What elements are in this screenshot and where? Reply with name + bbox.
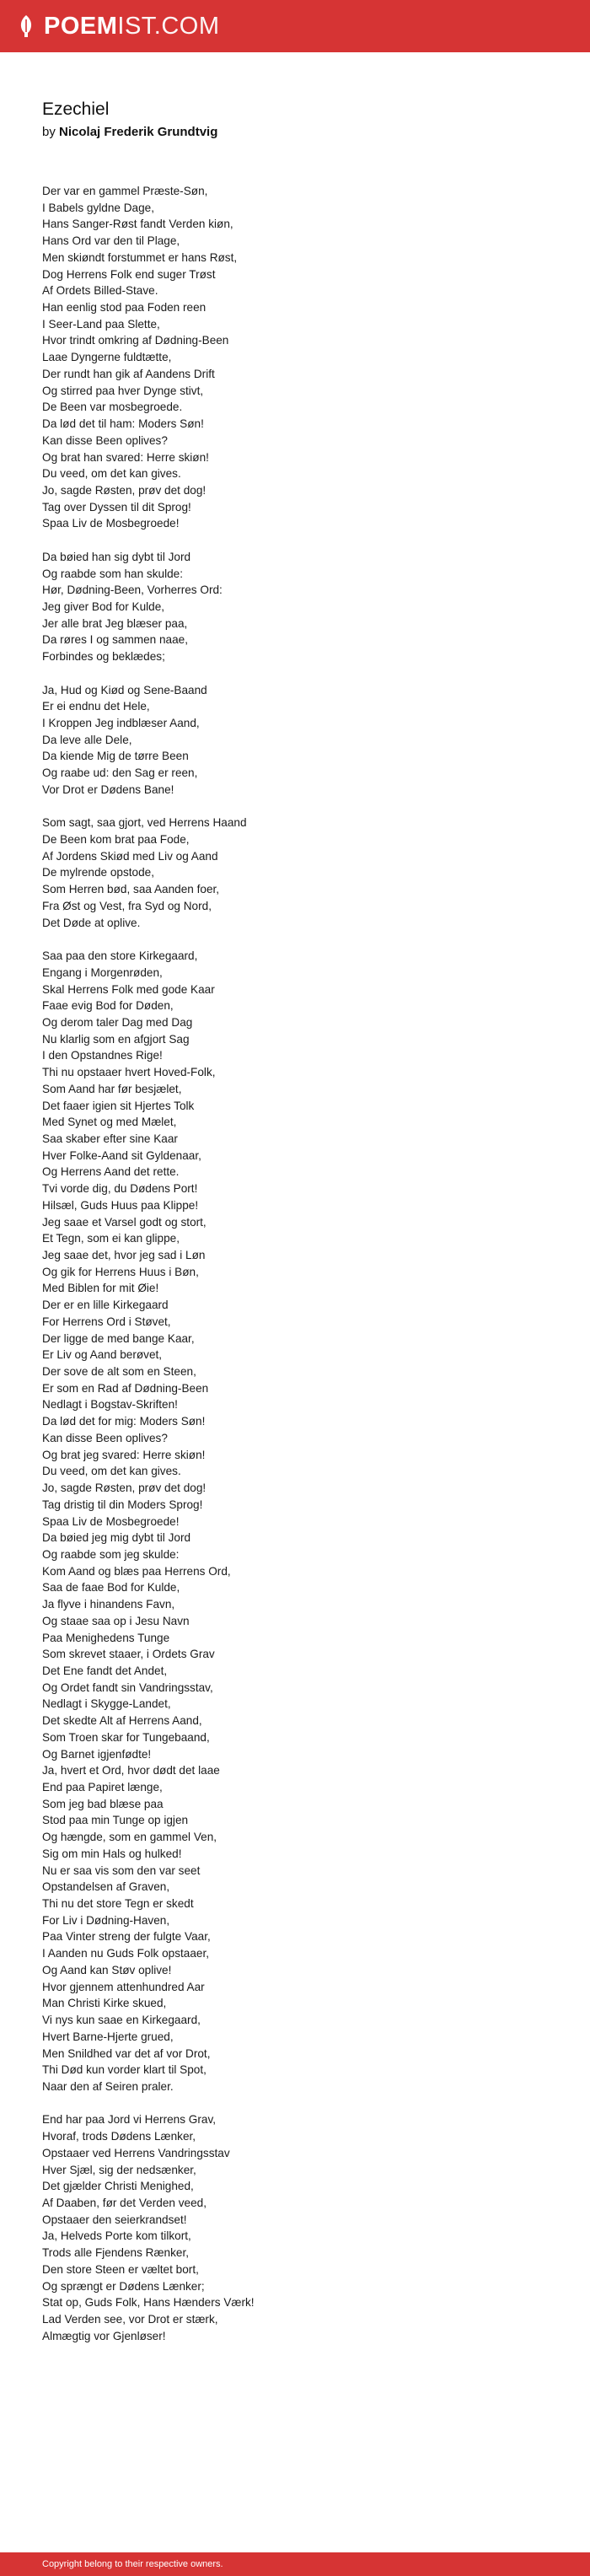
poem-line: Og hængde, som en gammel Ven, — [42, 1831, 217, 1844]
poem-line: Lad Verden see, vor Drot er stærk, — [42, 2313, 218, 2326]
poem-line: Spaa Liv de Mosbegroede! — [42, 1514, 180, 1528]
poem-line: De mylrende opstode, — [42, 866, 154, 879]
poem-line: De Been kom brat paa Fode, — [42, 833, 190, 847]
poem-line: Naar den af Seiren praler. — [42, 2079, 174, 2093]
poem-line: Hver Folke-Aand sit Gyldenaar, — [42, 1148, 201, 1162]
poem-line: Da lød det for mig: Moders Søn! — [42, 1415, 206, 1428]
poem-title: Ezechiel — [42, 99, 110, 119]
poem-line: Og brat jeg svared: Herre skiøn! — [42, 1448, 206, 1461]
poem-line: Hver Sjæl, sig der nedsænker, — [42, 2163, 196, 2176]
poem-line: Opstaaer den seierkrandset! — [42, 2213, 187, 2226]
poem-line: Saa de faae Bod for Kulde, — [42, 1581, 180, 1595]
poem-line: Ja, Hud og Kiød og Sene-Baand — [42, 683, 207, 696]
poem-stanza — [42, 2111, 565, 2344]
top-header-bar — [0, 0, 590, 52]
poem-stanza — [42, 682, 565, 799]
poem-line: Det skedte Alt af Herrens Aand, — [42, 1714, 202, 1728]
poem-line: Hvoraf, trods Dødens Lænker, — [42, 2130, 196, 2143]
poem-line: Og brat han svared: Herre skiøn! — [42, 450, 209, 464]
poem-line: Der rundt han gik af Aandens Drift — [42, 367, 215, 380]
poem-line: Nu klarlig som en afgjort Sag — [42, 1032, 190, 1046]
poem-line: Skal Herrens Folk med gode Kaar — [42, 982, 215, 996]
poem-line: Ja, Helveds Porte kom tilkort, — [42, 2229, 191, 2243]
poem-line: Tag over Dyssen til dit Sprog! — [42, 500, 191, 514]
poem-line: Du veed, om det kan gives. — [42, 467, 181, 481]
poem-line: Saa paa den store Kirkegaard, — [42, 949, 198, 963]
poem-line: Jer alle brat Jeg blæser paa, — [42, 616, 188, 630]
poem-stanza — [42, 815, 565, 931]
poem-line: Thi nu opstaaer hvert Hoved-Folk, — [42, 1066, 216, 1079]
poem-line: Det gjælder Christi Menighed, — [42, 2180, 194, 2193]
poem-line: For Herrens Ord i Støvet, — [42, 1315, 171, 1328]
poem-line: Kan disse Been oplives? — [42, 1431, 168, 1444]
poem-stanza — [42, 183, 565, 532]
poem-line: I Aanden nu Guds Folk opstaaer, — [42, 1947, 209, 1960]
poem-line: Og derom taler Dag med Dag — [42, 1015, 193, 1029]
byline — [42, 125, 565, 139]
author-link[interactable]: Nicolaj Frederik Grundtvig — [59, 125, 218, 139]
poem-line: Opstandelsen af Graven, — [42, 1880, 170, 1894]
poem-line: Nedlagt i Bogstav-Skriften! — [42, 1398, 178, 1412]
poem-line: Dog Herrens Folk end suger Trøst — [42, 267, 216, 281]
poem-line: Tag dristig til din Moders Sprog! — [42, 1498, 203, 1511]
poem-line: I den Opstandnes Rige! — [42, 1049, 163, 1062]
poem-line: Jeg saae et Varsel godt og stort, — [42, 1215, 206, 1229]
poem-line: Da bøied han sig dybt til Jord — [42, 550, 191, 563]
poem-line: Da bøied jeg mig dybt til Jord — [42, 1531, 191, 1545]
poem-line: Og raabe ud: den Sag er reen, — [42, 766, 198, 780]
poem-line: Og Herrens Aand det rette. — [42, 1165, 180, 1179]
quill-icon — [17, 14, 35, 38]
poem-line: Da lød det til ham: Moders Søn! — [42, 417, 204, 431]
poem-line: Tvi vorde dig, du Dødens Port! — [42, 1182, 198, 1196]
poem-line: Paa Menighedens Tunge — [42, 1631, 170, 1644]
poem-line: Sig om min Hals og hulked! — [42, 1847, 182, 1860]
poem-line: Hvert Barne-Hjerte grued, — [42, 2030, 174, 2043]
poem-line: Ja, hvert et Ord, hvor dødt det laae — [42, 1764, 220, 1777]
poem-line: Og staae saa op i Jesu Navn — [42, 1614, 190, 1627]
poem-line: Den store Steen er væltet bort, — [42, 2262, 199, 2276]
poem-body — [42, 183, 565, 2344]
poem-line: Kom Aand og blæs paa Herrens Ord, — [42, 1564, 231, 1578]
poem-line: Nedlagt i Skygge-Landet, — [42, 1697, 171, 1711]
poem-container — [42, 99, 565, 2361]
poem-line: Med Biblen for mit Øie! — [42, 1282, 159, 1295]
poem-line: Der var en gammel Præste-Søn, — [42, 185, 208, 197]
poem-line: Det faaer igien sit Hjertes Tolk — [42, 1099, 195, 1112]
poem-line: Stat op, Guds Folk, Hans Hænders Værk! — [42, 2296, 255, 2310]
poem-stanza — [42, 948, 565, 2095]
poem-line: Han eenlig stod paa Foden reen — [42, 301, 206, 315]
poem-line: Jeg giver Bod for Kulde, — [42, 600, 165, 613]
poem-line: Engang i Morgenrøden, — [42, 965, 163, 979]
poem-line: Kan disse Been oplives? — [42, 433, 168, 447]
poem-line: Det Døde at oplive. — [42, 916, 141, 929]
poem-line: Thi nu det store Tegn er skedt — [42, 1897, 194, 1911]
poem-line: Paa Vinter streng der fulgte Vaar, — [42, 1930, 211, 1944]
poem-line: Og raabde som jeg skulde: — [42, 1547, 180, 1561]
copyright-text: Copyright belong to their respective owners. — [42, 2559, 223, 2569]
poem-line: Spaa Liv de Mosbegroede! — [42, 517, 180, 530]
poem-line: Faae evig Bod for Døden, — [42, 999, 174, 1013]
poem-line: Jo, sagde Røsten, prøv det dog! — [42, 483, 206, 497]
poem-line: Hans Ord var den til Plage, — [42, 234, 180, 248]
poem-line: Hilsæl, Guds Huus paa Klippe! — [42, 1198, 199, 1212]
poem-line: I Seer-Land paa Slette, — [42, 317, 160, 331]
poem-line: Opstaaer ved Herrens Vandringsstav — [42, 2146, 230, 2159]
poem-line: Thi Død kun vorder klart til Spot, — [42, 2063, 206, 2077]
poem-line: Da kiende Mig de tørre Been — [42, 750, 189, 763]
poem-line: Som skrevet staaer, i Ordets Grav — [42, 1648, 215, 1661]
poem-line: Som jeg bad blæse paa — [42, 1797, 164, 1810]
poem-line: Vor Drot er Dødens Bane! — [42, 782, 174, 796]
poem-line: Og sprængt er Dødens Lænker; — [42, 2279, 205, 2293]
poem-line: Der ligge de med bange Kaar, — [42, 1331, 195, 1345]
poem-line: De Been var mosbegroede. — [42, 401, 183, 414]
poem-line: Er som en Rad af Dødning-Been — [42, 1381, 209, 1395]
logo-text-light: IST.COM — [117, 12, 220, 40]
poem-line: Fra Øst og Vest, fra Syd og Nord, — [42, 899, 212, 912]
poem-line: Et Tegn, som ei kan glippe, — [42, 1232, 180, 1245]
poem-line: Man Christi Kirke skued, — [42, 1997, 167, 2010]
poem-line: Der er en lille Kirkegaard — [42, 1299, 169, 1312]
poem-line: Og Aand kan Støv oplive! — [42, 1963, 172, 1976]
poem-line: Som Troen skar for Tungebaand, — [42, 1730, 210, 1744]
poem-line: Saa skaber efter sine Kaar — [42, 1132, 178, 1145]
poem-line: End har paa Jord vi Herrens Grav, — [42, 2113, 217, 2127]
poem-line: Almægtig vor Gjenløser! — [42, 2329, 166, 2342]
poem-line: I Kroppen Jeg indblæser Aand, — [42, 717, 200, 729]
poem-line: Er Liv og Aand berøvet, — [42, 1348, 163, 1362]
poem-line: End paa Papiret længe, — [42, 1781, 163, 1794]
poem-line: Af Daaben, før det Verden veed, — [42, 2196, 206, 2209]
poem-line: Da leve alle Dele, — [42, 733, 132, 746]
footer-bar — [0, 2552, 590, 2576]
poem-line: Og Barnet igjenfødte! — [42, 1747, 152, 1761]
poem-line: Du veed, om det kan gives. — [42, 1465, 181, 1478]
poem-line: Og raabde som han skulde: — [42, 567, 184, 580]
poem-line: Nu er saa vis som den var seet — [42, 1863, 201, 1877]
poem-line: Af Ordets Billed-Stave. — [42, 284, 158, 298]
poem-line: Og gik for Herrens Huus i Bøn, — [42, 1265, 199, 1278]
site-logo[interactable] — [17, 14, 220, 39]
poem-line: I Babels gyldne Dage, — [42, 201, 155, 214]
poem-line: Hvor gjennem attenhundred Aar — [42, 1980, 205, 1993]
poem-line: Hans Sanger-Røst fandt Verden kiøn, — [42, 218, 233, 231]
poem-line: For Liv i Dødning-Haven, — [42, 1913, 170, 1927]
poem-line: Er ei endnu det Hele, — [42, 700, 150, 713]
poem-line: Jeg saae det, hvor jeg sad i Løn — [42, 1249, 206, 1261]
poem-line: Hvor trindt omkring af Dødning-Been — [42, 334, 229, 347]
poem-line: Hør, Dødning-Been, Vorherres Ord: — [42, 583, 223, 597]
poem-line: Og stirred paa hver Dynge stivt, — [42, 384, 204, 397]
poem-line: Men skiøndt forstummet er hans Røst, — [42, 250, 238, 264]
poem-line: Som sagt, saa gjort, ved Herrens Haand — [42, 816, 247, 830]
poem-line: Forbindes og beklædes; — [42, 650, 165, 664]
poem-line: Som Herren bød, saa Aanden foer, — [42, 883, 220, 896]
poem-line: Af Jordens Skiød med Liv og Aand — [42, 849, 218, 863]
poem-line: Vi nys kun saae en Kirkegaard, — [42, 2014, 201, 2027]
by-label: by — [42, 125, 56, 139]
poem-line: Jo, sagde Røsten, prøv det dog! — [42, 1482, 206, 1495]
poem-line: Og Ordet fandt sin Vandringsstav, — [42, 1681, 213, 1694]
poem-line: Der sove de alt som en Steen, — [42, 1365, 196, 1379]
poem-line: Det Ene fandt det Andet, — [42, 1664, 168, 1677]
logo-text-bold: POEM — [44, 12, 118, 40]
poem-line: Som Aand har før besjælet, — [42, 1082, 182, 1095]
poem-stanza — [42, 549, 565, 665]
poem-line: Men Snildhed var det af vor Drot, — [42, 2046, 211, 2060]
poem-line: Laae Dyngerne fuldtætte, — [42, 351, 172, 364]
poem-line: Trods alle Fjendens Rænker, — [42, 2246, 190, 2260]
poem-line: Da røres I og sammen naae, — [42, 633, 189, 647]
poem-line: Stod paa min Tunge op igjen — [42, 1814, 189, 1827]
poem-line: Ja flyve i hinandens Favn, — [42, 1598, 175, 1611]
poem-line: Med Synet og med Mælet, — [42, 1116, 177, 1129]
